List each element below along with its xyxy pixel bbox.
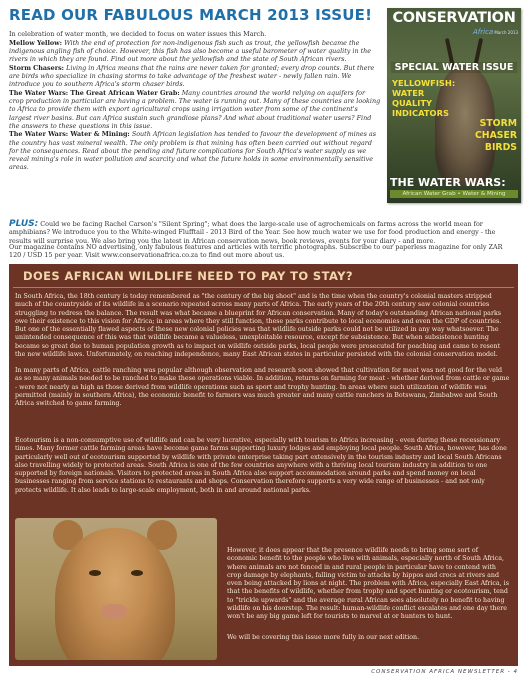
- plus-section: [9, 220, 515, 245]
- cover-storm-chasers: STORM CHASER BIRDS: [474, 118, 517, 153]
- intro-item: [9, 130, 381, 171]
- magazine-cover-image[interactable]: [387, 8, 521, 203]
- cover-water-wars: THE WATER WARS:: [390, 176, 506, 189]
- intro-item-text: Living in Africa means that the rains are never taken for granted; every drop counts. But there are birds who specialize in chasing storms to take advantage of the freshest water - newly fallen rain. We introduce you to southern Africa's storm chaser birds.: [9, 63, 375, 89]
- issue-intro: [9, 30, 381, 172]
- plus-text: Could we be facing Rachel Carson's "Silent Spring"; what does the large-scale use of agrochemicals on farms across the world mean for amphibians? We introduce you to the White-winged Flufftail - 2013 Bird of the Year. See how much water we use for food production and energy - the results will surprise you. We also bring you the latest in African conservation news, book reviews, events for your diary - and more.: [9, 220, 496, 245]
- lion-face: [55, 528, 175, 660]
- article-paragraph: However, it does appear that the presence wildlife needs to bring some sort of economic benefit to the people who live with animals, especially north of South Africa, where animals are not fenced in and rural people in particular have to contend with crop damage by elephants, falling victim to attacks by hippos and crocs at rivers and even being attacked by lions at night. The problem with Africa, especially East Africa, is that the benefits of wildlife, whether from trophy and sport hunting or ecotourism, tend to "trickle upwards" and the average rural African sees absolutely no benefit to having wildlife on his doorstep. The result: human-wildlife conflict escalates and one day there won't be any big game left for tourists to marvel at or hunters to hunt.: [227, 547, 509, 621]
- intro-item-text: South African legislation has tended to favour the development of mines as the country has vast mineral wealth. The only problem is that mining has often been carried out without regard for the consequences. Read about the pending and future complications for South Africa's water supply as we reveal mining's role in water pollution and scarcity and what the future holds in some environmentally sensitive areas.: [9, 130, 377, 172]
- intro-lead: In celebration of water month, we decided to focus on water issues this March.: [9, 30, 267, 38]
- intro-item-heading: Storm Chasers:: [9, 63, 65, 72]
- article-paragraph: We will be covering this issue more fully in our next edition.: [227, 634, 420, 641]
- lion-nose-icon: [101, 604, 127, 620]
- intro-item-text: Many countries around the world relying on aquifers for crop production in particular are having a problem. The water is running out. Many of these countries are looking to Africa to provide them with export agricultural crops using irrigation water from some of the continent's largest river basins. But can Africa sustain such grandiose plans? And what about traditional water users? Find the answers to these questions in this issue.: [9, 88, 381, 130]
- cover-yellowfish: YELLOWFISH: WATER QUALITY INDICATORS: [392, 78, 456, 118]
- intro-item: [9, 39, 381, 64]
- article-paragraph: In many parts of Africa, cattle ranching was popular although observation and research soon showed that cultivation for meat was not good for the veld as so many animals needed to be ranched to make these operations viable. In addition, returns on farming for meat - whether derived from cattle or game - were not nearly as high as those derived from wildlife operations such as sport and trophy hunting. In areas where such utilization of wildlife was permitted (mainly in southern Africa), the economic benefit to farmers was much greater and many cattle ranchers in Botswana, Zimbabwe and South Africa switched to game farming.: [15, 367, 510, 408]
- page-title: READ OUR FABULOUS MARCH 2013 ISSUE!: [9, 6, 373, 24]
- subscription-note: Our magazine contains NO advertising, only fabulous features and articles with terrific photographs. Subscribe to our paperless magazine for only ZAR 120 / USD 15 per year. Visit www.conservationafrica.co.za to find out more about us.: [9, 243, 503, 260]
- lion-eye-icon: [131, 570, 143, 576]
- intro-item: [9, 64, 381, 89]
- article-paragraph: In South Africa, the 18th century is today remembered as "the century of the big shoot" and is the time when the country's colonial masters stripped much of the countryside of its wildlife in a scenario repeated across many parts of Africa. The early years of the 20th century saw colonial countries struggling to redress the balance. The result was what became a blueprint for African conservation. Many of today's outstanding African national parks owe their existence to this vision for Africa; in areas where they still function, these parks contribute to local economies and even the GDP of countries. But one of the essentially flawed aspects of these new colonial policies was that wildlife outside parks could not be utilized in any way whatsoever. The unintended consequence of this was that wildlife became a valueless, unexploitable resource, except for subsistence. But when subsistence hunting became so great due to human population growth as to impact on wildlife outside parks, local people were prosecuted for poaching and came to resent the new wildlife laws. Unfortunately, on reaching independence, many East African states in particular persisted with the colonial conservation model.: [15, 293, 502, 359]
- lion-eye-icon: [89, 570, 101, 576]
- article-paragraph: Ecotourism is a non-consumptive use of wildlife and can be very lucrative, especially with tourism to Africa increasing - even during these recessionary times. Many former cattle farming areas have become game farms supporting luxury lodges and employing local people. South Africa, however, has done particularly well out of ecotourism supported by wildlife with private enterprise taking part extensively in the tourism industry and local South Africans also travelling widely to protected areas. South Africa is one of the few countries anywhere with a thriving local tourism industry in addition to one supported by foreign nationals. Visitors to protected areas in South Africa also support accommodation around parks and spend money on local businesses ranging from service stations to restaurants and shops. Conservation therefore supports a very wide range of businesses - and not only protects wildlife. It also leads to large-scale employment, both in and around national parks.: [15, 437, 507, 494]
- article-panel: [9, 264, 518, 666]
- page-footer: CONSERVATION AFRICA NEWSLETTER - 4: [371, 669, 518, 675]
- cover-masthead-sub: Africa: [473, 28, 494, 36]
- article-heading: DOES AFRICAN WILDLIFE NEED TO PAY TO STAY?: [23, 269, 353, 283]
- cover-tagline: African Water Grab • Water & Mining: [390, 190, 518, 198]
- lioness-photo: [15, 518, 217, 660]
- cover-date: March 2013: [494, 30, 518, 35]
- heading-divider: [13, 287, 514, 288]
- intro-item-text: With the end of protection for non-indigenous fish such as trout, the yellowfish became the indigenous angling fish of choice. However, this fish has also become a useful barometer of water quality in the rivers in which they are found. Find out more about the yellowfish and the state of South African rivers.: [9, 38, 372, 64]
- intro-item-heading: Mellow Yellow:: [9, 38, 63, 47]
- cover-masthead: CONSERVATION: [392, 10, 516, 26]
- intro-item: [9, 89, 381, 130]
- plus-label: PLUS:: [9, 219, 39, 229]
- intro-item-heading: The Water Wars: Water & Mining:: [9, 130, 130, 139]
- intro-item-heading: The Water Wars: The Great African Water Grab:: [9, 88, 180, 97]
- cover-banner: SPECIAL WATER ISSUE: [391, 62, 517, 73]
